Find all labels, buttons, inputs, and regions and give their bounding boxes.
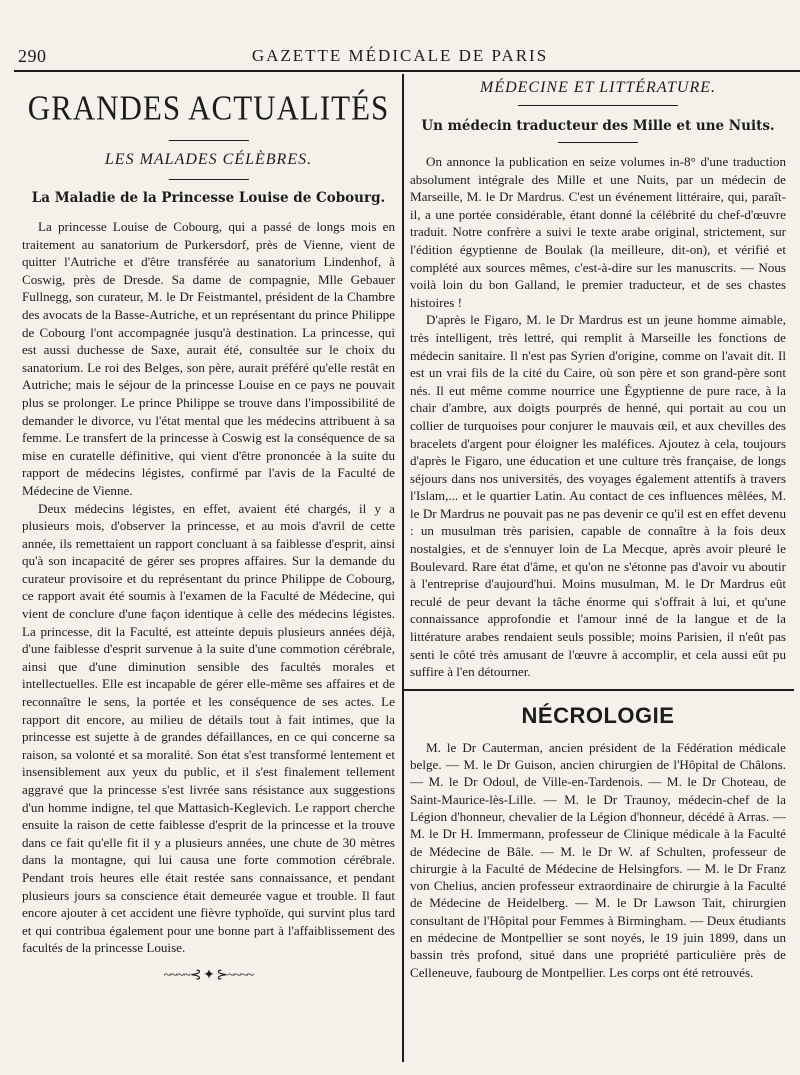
article-title-cobourg: La Maladie de la Princesse Louise de Cobourg. (31, 190, 386, 206)
article-body-cobourg (22, 218, 395, 957)
section-divider (518, 105, 678, 106)
paragraph: Deux médecins légistes, en effet, avaient été chargés, il y a plusieurs mois, d'observer la princesse, et au mois d'avril de cette année, ils remettaient un rapport concluant à sa faiblesse d'esprit, ainsi qu'à son incapacité de gérer ses propres affaires. Sur la demande du curateur provisoire et du représentant du prince Philippe de Cobourg, ce rapport avait été soumis à l'examen de la Faculté de Médecine, qui vient de conclure d'une façon identique à celle des médecins légistes. La princesse, dit la Faculté, est atteinte depuis plusieurs années déjà, d'une faiblesse d'esprit survenue à la suite d'une commotion cérébrale, ainsi que d'une diminution sensible des facultés morales et intellectuelles. Elle est incapable de gérer elle-même ses affaires et de reconnaître le sens, la portée et les conséquence de ses actes. Le rapport dit encore, au milieu de détails tout à fait intimes, que la princesse est sujette à de grandes défaillances, en ce qui concerne sa raison, sa volonté et sa moralité. Son état s'est transformé lentement et insensiblement aux yeux du public, et il s'est finalement tellement aggravé que la princesse s'est livrée sans résistance aux suggestions d'un homme indigne, tel que Mattasich-Keglevich. Le rapport cherche ensuite la raison de cette faiblesse d'esprit de la princesse et la trouve dans ce fait qu'elle fit il y a plusieurs années, une chute de 30 mètres dans la montagne, qui lui causa une forte commotion cérébrale. Pendant trois heures elle était restée sans connaissance, et pendant plusieurs jours sa conscience était demeurée vague et trouble. Il faut encore ajouter à cet accident une fièvre typhoïde, qui survint plus tard et qui contribua également pour une bonne part à l'affaiblissement des facultés de la princesse Louise. (22, 500, 395, 956)
paragraph: D'après le Figaro, M. le Dr Mardrus est un jeune homme aimable, très intelligent, très lettré, qui remplit à Marseille les fonctions de médecin sanitaire. Il n'est pas Syrien d'origine, comme on l'avait dit. Il est un vrai fils de la cité du Caire, où son père et son grand-père sont nés. Il eut même comme nourrice une Égyptienne de pure race, à la chair d'ambre, aux doigts pourprés de henné, qui portait au cou un collier de turquoises pour conjurer le mauvais œil, et aux chevilles des bracelets d'argent pour éloigner les maléfices. Ajoutez à cela, toujours d'après le Figaro, une éducation et une culture très française, de longs séjours dans nos universités, des voyages également attentifs à travers l'Islam,... et le quartier Latin. Au contact de ces influences mêlées, M. le Dr Mardrus ne pouvait pas ne pas devenir ce qu'il est en effet devenu : un musulman très parisien, capable de connaître à la fois deux nostalgies, et de s'ennuyer loin de La Mecque, après avoir pleuré le Boulevard. Rare état d'âme, et qu'on ne s'étonne pas d'avoir vu aboutir à l'entreprise d'aujourd'hui. Moins musulman, M. le Dr Mardrus eût reculé de peur devant la tâche énorme qui s'offrait à lui, et qu'une connaissance approfondie et l'amour inné de la langue et de la littérature arabes rendaient seuls possible; moins Parisien, il n'eût pas senti le côté très amusant de l'œuvre à accomplir, et cela aussi eût pu suffire à l'en détourner. (410, 312, 786, 680)
article-body-mille-nuits (410, 153, 786, 681)
journal-title: GAZETTE MÉDICALE DE PARIS (251, 46, 549, 65)
column-divider (402, 74, 404, 1062)
page-header (0, 46, 800, 68)
title-divider (169, 140, 249, 141)
section-title-grandes-actualites: GRANDES ACTUALITÉS (27, 88, 390, 128)
necrology-text: M. le Dr Cauterman, ancien président de la Fédération médicale belge. — M. le Dr Guison, ancien chirurgien de l'Hôpital de Châlons. — M. le Dr Odoul, de Ville-en-Tardenois. — M. le Dr Choteau, de Saint-Maurice-lès-Lille. — M. le Dr Traunoy, médecin-chef de la Légion d'honneur, chevalier de la Légion d'honneur, décédé à Arras. — M. le Dr H. Immermann, professeur de Clinique médicale à la Faculté de Médecine de Bâle. — M. le Dr W. af Schulten, professeur de chirurgie à la Faculté de Médecine de Helsingfors. — M. le Dr Franz von Chelius, ancien professeur extraordinaire de chirurgie à la Faculté de Médecine de Heidelberg. — M. le Dr Lawson Tait, chirurgien consultant de l'Hôpital pour Femmes à Birmingham. — Deux étudiants en médecine de Montpellier se sont noyés, le 19 juin 1899, dans un bassin très profond, situé dans une propriété particulière près de Celleneuve, faubourg de Montpellier. Les corps ont été retrouvés. (410, 739, 786, 980)
subsection-divider (169, 179, 249, 180)
subsection-title: LES MALADES CÉLÈBRES. (104, 151, 313, 168)
paragraph: On annonce la publication en seize volumes in-8° d'une traduction absolument intégrale des Mille et une Nuits, par un médecin de Marseille, M. le Dr Mardrus. C'est un événement littéraire, qui, paraît-il, a une portée considérable, étant donné la célébrité du chef-d'œuvre traduit. Notre confrère a suivi le texte arabe original, strictement, sur l'édition égyptienne de Boulak (la meilleure, dit-on), et vérifié et complété aux sources mêmes, c'est-à-dire sur les manuscrits. — Nous voilà loin du bon Galland, le premier traducteur, et de ses chastes histoires ! (410, 154, 786, 310)
article-title-mille-nuits: Un médecin traducteur des Mille et une Nuits. (421, 118, 775, 134)
right-column (410, 76, 786, 981)
necrology-rule (402, 689, 794, 691)
header-rule (14, 70, 800, 72)
left-column (22, 76, 395, 984)
ornament-divider: ~~~~⊰ ✦ ⊱~~~~ (163, 967, 254, 983)
paragraph: La princesse Louise de Cobourg, qui a passé de longs mois en traitement au sanatorium de Purkersdorf, près de Vienne, vient de quitter l'Autriche et d'être transférée au sanatorium Lindenhof, à Coswig, près de Dresde. Sa dame de compagnie, Mlle Gebauer Fullnegg, son curateur, M. le Dr Feistmantel, président de la Chambre des avocats de la Basse-Autriche, et un représentant du prince Philippe de Cobourg l'ont accompagnée jusqu'à destination. La princesse, qui est aussi duchesse de Saxe, aurait été, consultée sur le choix du sanatorium. Le roi des Belges, son père, aurait préféré qu'elle restât en Autriche; mais le séjour de la princesse Louise en ce pays ne pouvait plus se prolonger. Le prince Philippe se trouve dans l'impossibilité de demander le divorce, vu l'état mental que les médecins attribuent à sa femme. Le transfert de la princesse à Coswig est la conséquence de sa mise en curatelle définitive, qui vient d'être prononcée à la suite du rapport de médecins légistes, confirmé par l'avis de la Faculté de Médecine de Vienne. (22, 219, 395, 498)
section-title-medecine-litterature: MÉDECINE ET LITTÉRATURE. (479, 79, 716, 96)
page-number: 290 (18, 46, 47, 66)
article-divider (558, 142, 638, 143)
necrology-title: NÉCROLOGIE (521, 702, 675, 728)
